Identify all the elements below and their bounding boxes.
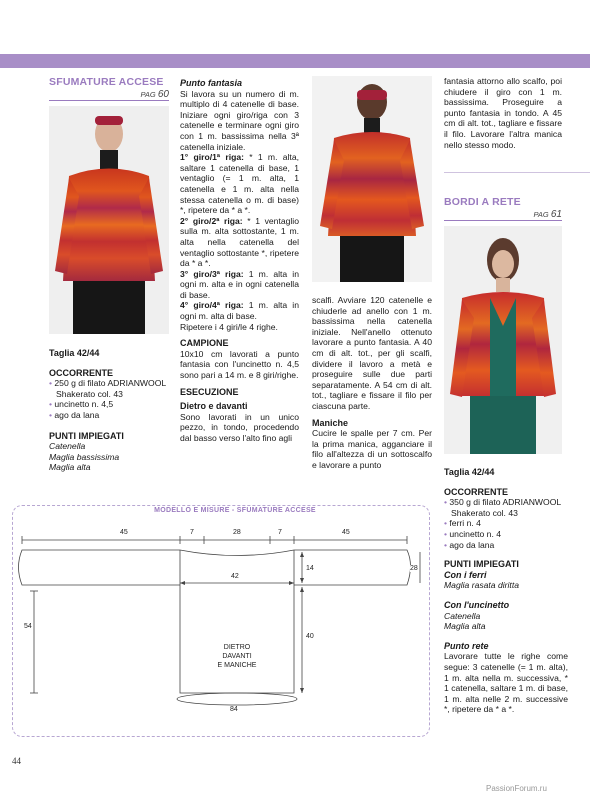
row2: 2° giro/2ª riga: * 1 ventaglio sulla m. alta sottostante, 1 m. alta nella catenella del ventaglio sottostante *, ripetere da * a *.: [180, 215, 299, 269]
uncinetto-punto: Maglia alta: [444, 621, 486, 632]
left-occorrente-item: • 250 g di filato ADRIANWOOL Shakerato col. 43: [49, 378, 166, 399]
row1: 1° giro/1ª riga: * 1 m. alta, saltare 1 catenella di base, 1 ventaglio (= 1 m. alta, 1 catenella e 1 m. alta nella stessa catenella o m. di base) *, ripetere da * a *.: [180, 152, 299, 216]
dim-shoulder-right: 7: [278, 529, 282, 536]
right-page-ref: PAG 61: [533, 209, 562, 220]
right-divider: [444, 220, 562, 221]
left-size: Taglia 42/44: [49, 348, 100, 358]
right-occorrente-item: • ferri n. 4: [444, 518, 481, 529]
header-bar: [0, 54, 590, 68]
maniche-title: Maniche: [312, 417, 349, 428]
dim-body-height: 40: [306, 633, 314, 640]
campione-text: 10x10 cm lavorati a punto fantasia con l'uncinetto n. 4,5 sono pari a 14 m. e 8 giri/righe.: [180, 348, 299, 381]
watermark: PassionForum.ru: [486, 784, 547, 793]
dietro-title: Dietro e davanti: [180, 401, 248, 412]
right-project-materials: [444, 467, 568, 715]
dim-sleeve-right: 45: [342, 529, 350, 536]
dim-width: 42: [231, 573, 239, 580]
right-occorrente-item: • ago da lana: [444, 539, 495, 550]
punto-fantasia-title: Punto fantasia: [180, 78, 243, 88]
row4: 4° giro/4ª riga: 1 m. alta in ogni m. alta di base.: [180, 300, 299, 322]
punto-fantasia-intro: Si lavora su un numero di m. multiplo di 4 catenelle di base. Iniziare ogni giro/riga con 3 catenelle e terminare ogni giro con 1 m. bassissima nella 3ª catenella iniziale.: [180, 88, 299, 152]
left-project-header: [49, 76, 169, 100]
left-punti-item: Maglia alta: [49, 462, 91, 473]
uncinetto-title: Con l'uncinetto: [444, 599, 510, 610]
row3: 3° giro/3ª riga: 1 m. alta in ogni m. alta e in ogni catenella di base.: [180, 268, 299, 300]
right-project-header: [444, 196, 562, 220]
ferri-punto: Maglia rasata diritta: [444, 580, 519, 591]
right-occorrente-title: OCCORRENTE: [444, 486, 509, 497]
right-model-photo: [444, 226, 562, 454]
scalfi-text: scalfi. Avviare 120 catenelle e chiuderle ad anello con 1 m. bassissima nella catenella iniziale. Nell'anello ottenuto lavorare a punto fantasia. A 40 cm di alt. tot., per gli scalfi, dividere il lavoro a metà e proseguire sulle due parti separatamente. A 54 cm di alt. tot., tagliare e fissare il filo per ciascuna parte.: [312, 295, 432, 411]
middle-column: [180, 78, 299, 444]
left-project-title: SFUMATURE ACCESE: [49, 76, 164, 88]
back-view-photo: [312, 76, 432, 282]
left-punti-item: Catenella: [49, 441, 86, 452]
dim-neck: 28: [233, 529, 241, 536]
right-occorrente-item: • 350 g di filato ADRIANWOOL Shakerato col. 43: [444, 497, 561, 518]
right-punti-title: PUNTI IMPIEGATI: [444, 559, 519, 570]
diagram-title: MODELLO E MISURE - SFUMATURE ACCESE: [150, 507, 320, 514]
left-divider: [49, 100, 169, 101]
esecuzione-title: ESECUZIONE: [180, 386, 239, 397]
dim-cuff: 28: [410, 565, 418, 572]
col4-top-text: fantasia attorno allo scalfo, poi chiudere il giro con 1 m. bassissima. Proseguire a punto fantasia in tondo. A 45 cm di alt. tot., tagliare e fissare il filo. Lavorare l'altra manica nello stesso modo.: [444, 76, 562, 150]
left-punti-title: PUNTI IMPIEGATI: [49, 430, 124, 441]
left-punti-item: Maglia bassissima: [49, 451, 120, 462]
punto-rete-title: Punto rete: [444, 640, 489, 651]
repeat-note: Ripetere i 4 giri/le 4 righe.: [180, 321, 278, 332]
right-size: Taglia 42/44: [444, 467, 495, 477]
uncinetto-punto: Catenella: [444, 610, 481, 621]
diagram-labels: [12, 515, 432, 735]
dim-total-height: 54: [24, 623, 32, 630]
punto-rete-text: Lavorare tutte le righe come segue: 3 catenelle (= 1 m. alta), 1 m. alta nella m. successiva, * 1 catenella, saltare 1 m. di base, 1 m. alta nelle 2 m. successive *, ripetere da * a *.: [444, 651, 568, 715]
piece-label: DIETRO DAVANTI E MANICHE: [217, 644, 257, 669]
left-project-materials: [49, 348, 173, 473]
maniche-text: Cucire le spalle per 7 cm. Per la prima manica, agganciare il filo all'altezza di un sottoscalfo e lavorare a punto: [312, 428, 432, 470]
right-occorrente-item: • uncinetto n. 4: [444, 528, 502, 539]
left-occorrente-item: • uncinetto n. 4,5: [49, 399, 114, 410]
left-occorrente-title: OCCORRENTE: [49, 367, 114, 378]
campione-title: CAMPIONE: [180, 338, 229, 349]
col4-separator: [444, 172, 590, 173]
dim-shoulder-left: 7: [190, 529, 194, 536]
right-project-title: BORDI A RETE: [444, 196, 521, 208]
left-occorrente-item: • ago da lana: [49, 409, 100, 420]
dim-hem: 84: [230, 706, 238, 713]
left-page-ref: PAG 60: [140, 89, 169, 100]
page-number: 44: [12, 756, 21, 766]
ferri-title: Con i ferri: [444, 569, 487, 580]
col3-text: [312, 295, 432, 471]
dim-armhole: 14: [306, 565, 314, 572]
dim-sleeve-left: 45: [120, 529, 128, 536]
left-model-photo: [49, 106, 169, 334]
dietro-text: Sono lavorati in un unico pezzo, in tondo, procedendo dal basso verso l'alto fino agli: [180, 411, 299, 443]
